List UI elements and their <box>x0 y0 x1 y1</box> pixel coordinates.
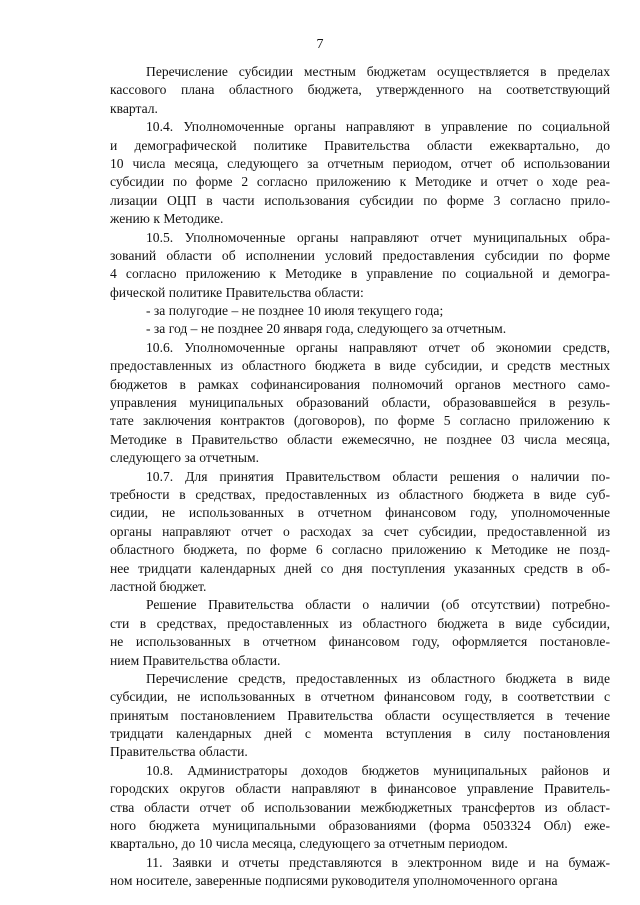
paragraph <box>110 468 610 597</box>
text-line: Перечисление средств, предоставленных из областного бюджета в виде <box>146 670 610 686</box>
text-line: не использованных в отчетном финансовом году, оформляется постановле- <box>110 634 610 650</box>
paragraph <box>110 596 610 670</box>
text-line: предоставленных из областного бюджета в виде субсидии, и средств местных <box>110 358 610 374</box>
text-line: 10 числа месяца, следующего за отчетным периодом, отчет об использовании <box>110 155 610 171</box>
text-line: тридцати календарных дней с момента вступления в силу постановления <box>110 726 610 742</box>
text-line: органы направляют отчет о расходах за счет субсидии, предоставленной из <box>110 523 610 539</box>
page-number: 7 <box>316 37 324 52</box>
text-line: 10.4. Уполномоченные органы направляют в управление по социальной <box>146 119 610 135</box>
text-line: ластной бюджет. <box>110 578 207 594</box>
paragraph <box>110 229 610 303</box>
text-line: городских округов области направляют в финансовое управление Правитель- <box>110 781 610 797</box>
text-line: 11. Заявки и отчеты представляются в электронном виде и на бумаж- <box>146 854 610 870</box>
text-line: фической политике Правительства области: <box>110 284 364 300</box>
text-line: ства области отчет об использовании межбюджетных трансфертов из област- <box>110 799 610 815</box>
text-line: сти в средствах, предоставленных из областного бюджета в виде субсидии, <box>110 615 610 631</box>
text-line: субсидии, не использованных в отчетном финансовом году, в соответствии с <box>110 689 610 705</box>
text-line: требности в средствах, предоставленных из областного бюджета в виде суб- <box>110 486 610 502</box>
text-line: субсидии по форме 2 согласно приложению к Методике и отчет о ходе реа- <box>110 174 610 190</box>
text-line: квартально, до 10 числа месяца, следующего за отчетным периодом. <box>110 836 508 852</box>
text-line: следующего за отчетным. <box>110 450 260 466</box>
text-line: 10.8. Администраторы доходов бюджетов муниципальных районов и <box>146 762 610 778</box>
text-line: 10.5. Уполномоченные органы направляют отчет муниципальных обра- <box>146 229 610 245</box>
text-line: сидии, не использованных в отчетном финансовом году, уполномоченные <box>110 505 610 521</box>
text-line: тате заключения контрактов (договоров), по форме 5 согласно приложению к <box>110 413 610 429</box>
text-line: нее тридцати календарных дней со дня поступления указанных средств в об- <box>110 560 610 576</box>
text-line: зований области об исполнении условий предоставления субсидии по форме <box>110 247 610 263</box>
text-line: Решение Правительства области о наличии (об отсутствии) потребно- <box>146 597 610 613</box>
text-line: 10.6. Уполномоченные органы направляют отчет об экономии средств, <box>146 339 610 355</box>
paragraph <box>110 854 610 891</box>
text-line: жению к Методике. <box>110 211 224 227</box>
text-line: областного бюджета, по форме 6 согласно приложению к Методике не позд- <box>110 542 610 558</box>
paragraph <box>110 320 610 338</box>
text-line: - за год – не позднее 20 января года, следующего за отчетным. <box>146 321 507 337</box>
text-line: бюджетов в рамках софинансирования полномочий органов местного само- <box>110 376 610 392</box>
text-line: - за полугодие – не позднее 10 июля текущего года; <box>146 303 444 319</box>
text-line: принятым постановлением Правительства области осуществляется в течение <box>110 707 610 723</box>
paragraph <box>110 762 610 854</box>
text-line: Правительства области. <box>110 744 248 760</box>
document-body <box>110 63 610 891</box>
paragraph <box>110 670 610 762</box>
text-line: лизации ОЦП в части использования субсидии по форме 3 согласно прило- <box>110 192 610 208</box>
text-line: управления муниципальных образований области, образовавшейся в резуль- <box>110 395 610 411</box>
text-line: 4 согласно приложению к Методике в управление по социальной и демогра- <box>110 266 610 282</box>
text-line: и демографической политике Правительства области ежеквартально, до <box>110 137 610 153</box>
text-line: Перечисление субсидии местным бюджетам осуществляется в пределах <box>146 64 610 79</box>
paragraph <box>110 339 610 468</box>
text-line: кассового плана областного бюджета, утвержденного на соответствующий <box>110 82 610 98</box>
text-line: ном носителе, заверенные подписями руководителя уполномоченного органа <box>110 873 558 889</box>
text-line: квартал. <box>110 100 158 116</box>
text-line: Методике в Правительство области ежемесячно, не позднее 03 числа месяца, <box>110 431 610 447</box>
paragraph <box>110 118 610 228</box>
paragraph <box>110 63 610 118</box>
paragraph <box>110 302 610 320</box>
text-line: ного бюджета муниципальными образованиями (форма 0503324 Обл) еже- <box>110 818 610 834</box>
text-line: 10.7. Для принятия Правительством области решения о наличии по- <box>146 468 610 484</box>
text-line: нием Правительства области. <box>110 652 281 668</box>
